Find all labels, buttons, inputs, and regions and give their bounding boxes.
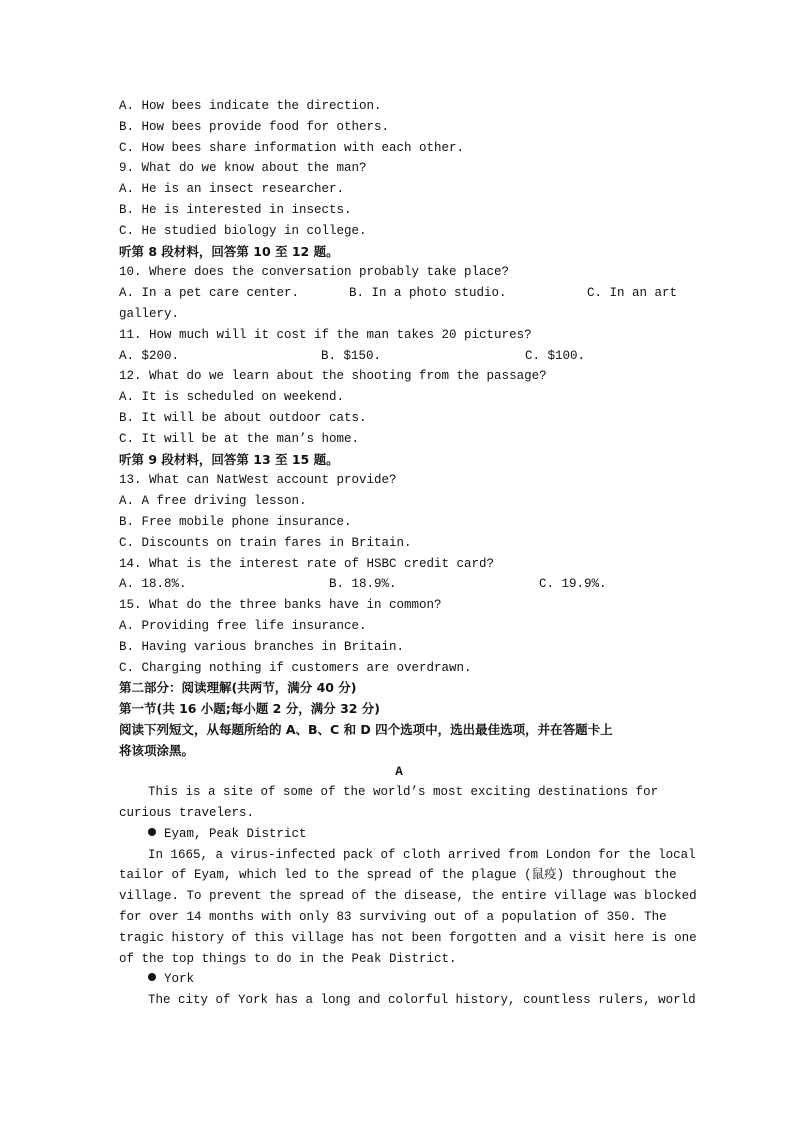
- dest2-title: York: [164, 972, 195, 987]
- instructions-line-2: 将该项涂黑。: [119, 742, 195, 758]
- bullet-icon: [148, 828, 156, 836]
- q13-option-c: C. Discounts on train fares in Britain.: [119, 535, 412, 550]
- bullet-icon: [148, 973, 156, 981]
- q10-option-b: B. In a photo studio.: [349, 286, 507, 301]
- q14-stem: 14. What is the interest rate of HSBC credit card?: [119, 556, 495, 571]
- q13-option-b: B. Free mobile phone insurance.: [119, 514, 352, 529]
- q13-stem: 13. What can NatWest account provide?: [119, 473, 397, 488]
- q14-option-a: A. 18.8%.: [119, 577, 187, 592]
- dest1-line-2: tailor of Eyam, which led to the spread of the plague (鼠疫) throughout the: [119, 868, 677, 883]
- q15-option-c: C. Charging nothing if customers are overdrawn.: [119, 660, 472, 675]
- q9-option-b: B. He is interested in insects.: [119, 202, 352, 217]
- dest1-line-5: tragic history of this village has not been forgotten and a visit here is one: [119, 930, 697, 945]
- q9-option-c: C. He studied biology in college.: [119, 223, 367, 238]
- q8-option-c: C. How bees share information with each other.: [119, 140, 465, 155]
- q10-option-c-continued: gallery.: [119, 306, 180, 321]
- q12-stem: 12. What do we learn about the shooting from the passage?: [119, 369, 547, 384]
- q12-option-c: C. It will be at the man’s home.: [119, 431, 360, 446]
- dest2-line-1: The city of York has a long and colorful history, countless rulers, world: [148, 993, 696, 1008]
- instructions-line-1: 阅读下列短文，从每题所给的 A、B、C 和 D 四个选项中，选出最佳选项，并在答题卡上: [119, 721, 613, 737]
- dest1-heading: [119, 824, 679, 845]
- intro-line-1: This is a site of some of the world’s most exciting destinations for: [148, 785, 659, 800]
- q11-options-row: [119, 346, 679, 367]
- dest1-line-1: In 1665, a virus-infected pack of cloth arrived from London for the local: [148, 847, 696, 862]
- q14-option-b: B. 18.9%.: [329, 577, 397, 592]
- q14-options-row: [119, 574, 679, 595]
- q11-stem: 11. How much will it cost if the man takes 20 pictures?: [119, 327, 532, 342]
- dest1-line-6: of the top things to do in the Peak District.: [119, 951, 457, 966]
- q8-option-a: A. How bees indicate the direction.: [119, 99, 382, 113]
- q12-option-b: B. It will be about outdoor cats.: [119, 410, 367, 425]
- dest1-line-4: for over 14 months with only 83 surviving out of a population of 350. The: [119, 910, 667, 925]
- dest1-line-3: village. To prevent the spread of the disease, the entire village was blocked: [119, 889, 697, 904]
- q11-option-a: A. $200.: [119, 348, 180, 363]
- section9-heading: 听第 9 段材料，回答第 13 至 15 题。: [119, 451, 339, 467]
- q9-option-a: A. He is an insect researcher.: [119, 182, 345, 197]
- q10-options-row: [119, 283, 679, 304]
- dest2-heading: [119, 969, 679, 990]
- q12-option-a: A. It is scheduled on weekend.: [119, 390, 345, 405]
- q10-option-c: C. In an art: [587, 286, 678, 301]
- q10-stem: 10. Where does the conversation probably take place?: [119, 265, 510, 280]
- intro-line-2: curious travelers.: [119, 806, 255, 821]
- exam-page: [119, 96, 697, 1011]
- q14-option-c: C. 19.9%.: [539, 577, 607, 592]
- q10-option-a: A. In a pet care center.: [119, 286, 300, 301]
- q11-option-b: B. $150.: [321, 348, 382, 363]
- q15-option-b: B. Having various branches in Britain.: [119, 639, 405, 654]
- dest1-title: Eyam, Peak District: [164, 826, 307, 841]
- passage-label: A: [395, 764, 403, 779]
- q9-stem: 9. What do we know about the man?: [119, 161, 367, 176]
- section8-heading: 听第 8 段材料，回答第 10 至 12 题。: [119, 243, 339, 259]
- q13-option-a: A. A free driving lesson.: [119, 494, 307, 509]
- q15-stem: 15. What do the three banks have in common?: [119, 598, 442, 613]
- q11-option-c: C. $100.: [525, 348, 586, 363]
- q8-option-b: B. How bees provide food for others.: [119, 119, 390, 134]
- q15-option-a: A. Providing free life insurance.: [119, 618, 367, 633]
- part2-heading: 第二部分：阅读理解(共两节，满分 40 分): [119, 680, 357, 696]
- section1-heading: 第一节(共 16 小题;每小题 2 分，满分 32 分): [119, 701, 381, 717]
